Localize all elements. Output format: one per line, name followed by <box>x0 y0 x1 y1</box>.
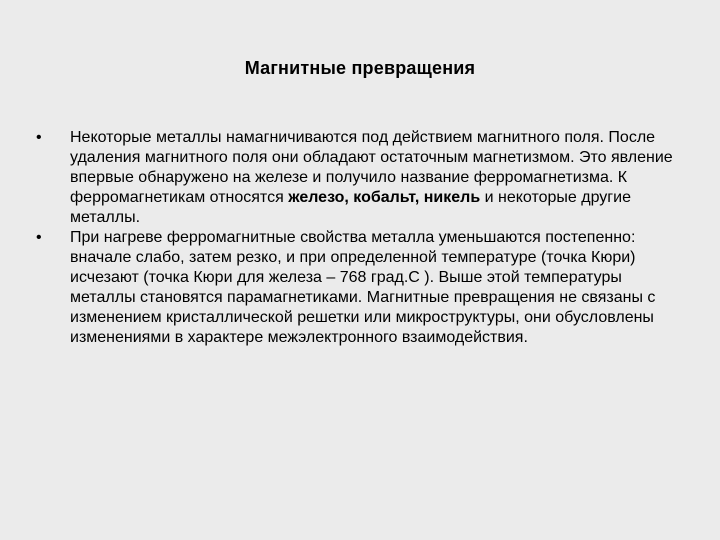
paragraph-text <box>70 129 673 226</box>
metals-bold-text: железо, кобальт, никель <box>288 189 481 206</box>
bullet-icon: • <box>36 229 42 246</box>
bullet-item <box>36 228 686 348</box>
paragraph-text-end: и некоторые другие металлы. <box>70 189 631 226</box>
bullet-icon: • <box>36 129 42 146</box>
bullet-list <box>36 128 686 348</box>
bullet-item <box>36 128 686 228</box>
slide-title: Магнитные превращения <box>244 58 476 78</box>
paragraph-text-start: Некоторые металлы намагничиваются под действием магнитного поля. После удаления магнитного поля они обладают остаточным магнетизмом. Это явление впервые обнаружено на железе и получило название ферромагнетизма. К ферромагнетикам относятся <box>70 129 673 206</box>
paragraph-text: При нагреве ферромагнитные свойства металла уменьшаются постепенно: вначале слабо, затем резко, и при определенной температуре (точка Кюри) исчезают (точка Кюри для железа – 768 град.С ). Выше этой температуры металлы становятся парамагнетиками. Магнитные превращения не связаны с изменением кристаллической решетки или микроструктуры, они обусловлены изменениями в характере межэлектронного взаимодействия. <box>70 229 656 346</box>
